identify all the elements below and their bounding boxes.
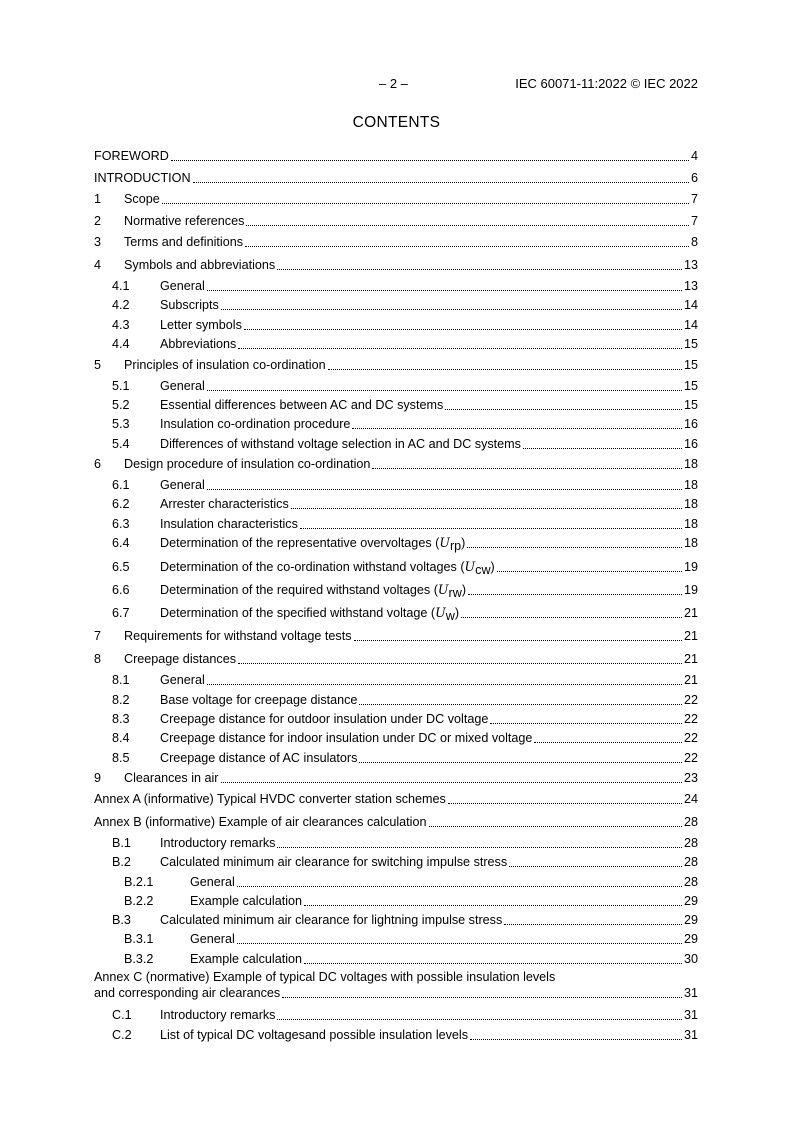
- dot-leader: [238, 348, 682, 349]
- toc-annex-heading: Annex C (normative) Example of typical DC voltages with possible insulation levels: [94, 970, 556, 984]
- toc-entry[interactable]: [94, 255, 698, 273]
- dot-leader: [468, 594, 682, 595]
- dot-leader: [246, 225, 689, 226]
- toc-entry[interactable]: [94, 557, 698, 575]
- toc-entry-title: Introductory remarks: [160, 836, 276, 850]
- toc-entry-number: 6.4: [112, 536, 130, 550]
- toc-entry[interactable]: [94, 1025, 698, 1043]
- toc-entry-title: Differences of withstand voltage selection in AC and DC systems: [160, 437, 521, 451]
- toc-entry[interactable]: [94, 891, 698, 909]
- toc-entry-number: 6.3: [112, 517, 130, 531]
- toc-entry-page: 21: [683, 606, 698, 620]
- toc-entry[interactable]: [94, 789, 698, 807]
- toc-entry-page: 8: [690, 235, 698, 249]
- dot-leader: [221, 782, 682, 783]
- toc-entry-page: 31: [683, 1008, 698, 1022]
- toc-entry-number: B.2.1: [124, 875, 154, 889]
- toc-entry-page: 28: [683, 855, 698, 869]
- toc-entry-title: Insulation characteristics: [160, 517, 298, 531]
- toc-entry-page: 21: [683, 652, 698, 666]
- toc-entry-title: Example calculation: [190, 894, 303, 908]
- toc-entry[interactable]: [94, 709, 698, 727]
- toc-entry-number: 4.1: [112, 279, 130, 293]
- dot-leader: [282, 997, 682, 998]
- toc-entry[interactable]: [94, 1005, 698, 1023]
- toc-entry-title: General: [190, 932, 235, 946]
- voltage-symbol: Ucw: [464, 559, 491, 577]
- toc-entry[interactable]: [94, 414, 698, 432]
- toc-entry-number: 5.4: [112, 437, 130, 451]
- toc-entry-page: 15: [683, 358, 698, 372]
- voltage-symbol-subscript: cw: [475, 563, 491, 577]
- dot-leader: [221, 309, 682, 310]
- toc-entry[interactable]: [94, 315, 698, 333]
- toc-entry-number: B.3: [112, 913, 131, 927]
- toc-entry[interactable]: [94, 355, 698, 373]
- toc-entry-title: Annex B (informative) Example of air clearances calculation: [94, 815, 427, 829]
- toc-entry[interactable]: [94, 434, 698, 452]
- toc-entry[interactable]: [94, 670, 698, 688]
- dot-leader: [352, 428, 682, 429]
- dot-leader: [277, 1019, 682, 1020]
- toc-entry-number: 9: [94, 771, 102, 785]
- toc-entry[interactable]: [94, 514, 698, 532]
- dot-leader: [490, 723, 682, 724]
- toc-entry-page: 6: [690, 171, 698, 185]
- voltage-symbol-subscript: rw: [448, 586, 462, 600]
- toc-entry-page: 29: [683, 913, 698, 927]
- dot-leader: [372, 468, 682, 469]
- toc-entry-page: 24: [683, 792, 698, 806]
- dot-leader: [328, 369, 682, 370]
- toc-entry-title: List of typical DC voltagesand possible insulation levels: [160, 1028, 469, 1042]
- dot-leader: [523, 448, 682, 449]
- dot-leader: [238, 663, 682, 664]
- dot-leader: [291, 508, 682, 509]
- toc-entry-number: 4.3: [112, 318, 130, 332]
- toc-entry-title: Principles of insulation co-ordination: [124, 358, 326, 372]
- toc-entry[interactable]: [94, 580, 698, 598]
- toc-entry-page: 13: [683, 258, 698, 272]
- toc-entry-title: Creepage distance for indoor insulation under DC or mixed voltage: [160, 731, 533, 745]
- toc-entry-title: General: [160, 673, 205, 687]
- dot-leader: [207, 290, 682, 291]
- dot-leader: [354, 640, 682, 641]
- toc-entry[interactable]: [94, 748, 698, 766]
- dot-leader: [509, 866, 682, 867]
- toc-entry-title: Insulation co-ordination procedure: [160, 417, 351, 431]
- toc-entry-title: General: [160, 379, 205, 393]
- toc-entry-page: 23: [683, 771, 698, 785]
- toc-entry-page: 29: [683, 932, 698, 946]
- dot-leader: [448, 803, 682, 804]
- toc-entry-title: Creepage distance for outdoor insulation under DC voltage: [160, 712, 489, 726]
- voltage-symbol: Urp: [439, 535, 462, 553]
- toc-entry-title: Determination of the required withstand voltages (Urw): [160, 582, 467, 600]
- toc-entry-page: 19: [683, 560, 698, 574]
- toc-entry-page: 16: [683, 417, 698, 431]
- toc-entry-number: 7: [94, 629, 102, 643]
- toc-entry-title: Example calculation: [190, 952, 303, 966]
- toc-entry[interactable]: [94, 833, 698, 851]
- toc-entry[interactable]: [94, 232, 698, 250]
- page-title: CONTENTS: [352, 114, 441, 131]
- toc-entry-page: 22: [683, 751, 698, 765]
- toc-entry-page: 14: [683, 298, 698, 312]
- toc-entry-number: 5.3: [112, 417, 130, 431]
- page-number: – 2 –: [379, 76, 408, 91]
- toc-entry-number: 8.2: [112, 693, 130, 707]
- toc-entry-number: 8.1: [112, 673, 130, 687]
- toc-entry[interactable]: [94, 983, 698, 1001]
- toc-entry[interactable]: [94, 603, 698, 621]
- toc-entry-number: B.2: [112, 855, 131, 869]
- toc-entry-title: General: [160, 279, 205, 293]
- toc-entry[interactable]: [94, 276, 698, 294]
- toc-entry[interactable]: [94, 168, 698, 186]
- toc-entry-title: Subscripts: [160, 298, 219, 312]
- toc-entry-page: 16: [683, 437, 698, 451]
- toc-entry-number: 4.2: [112, 298, 130, 312]
- standard-reference: IEC 60071-11:2022 © IEC 2022: [515, 76, 698, 91]
- toc-entry-page: 22: [683, 712, 698, 726]
- toc-entry-number: 5.1: [112, 379, 130, 393]
- toc-entry-title: Requirements for withstand voltage tests: [124, 629, 352, 643]
- dot-leader: [245, 246, 689, 247]
- toc-entry-number: 6.1: [112, 478, 130, 492]
- toc-entry-number: 5: [94, 358, 102, 372]
- toc-entry-title: INTRODUCTION: [94, 171, 191, 185]
- dot-leader: [193, 182, 689, 183]
- dot-leader: [277, 269, 682, 270]
- toc-entry-page: 21: [683, 629, 698, 643]
- toc-entry[interactable]: [94, 146, 698, 164]
- dot-leader: [429, 826, 682, 827]
- dot-leader: [162, 203, 689, 204]
- toc-entry-page: 18: [683, 457, 698, 471]
- toc-entry-title: Design procedure of insulation co-ordination: [124, 457, 371, 471]
- toc-entry-page: 28: [683, 875, 698, 889]
- toc-entry[interactable]: [94, 910, 698, 928]
- toc-entry-title: General: [160, 478, 205, 492]
- toc-entry[interactable]: [94, 949, 698, 967]
- toc-entry-number: B.3.1: [124, 932, 154, 946]
- toc-entry-page: 31: [683, 1028, 698, 1042]
- toc-entry-number: 4: [94, 258, 102, 272]
- toc-entry-number: 3: [94, 235, 102, 249]
- toc-entry-page: 18: [683, 536, 698, 550]
- dot-leader: [467, 547, 682, 548]
- toc-entry-page: 4: [690, 149, 698, 163]
- toc-entry-number: B.3.2: [124, 952, 154, 966]
- dot-leader: [237, 943, 682, 944]
- toc-entry-number: C.2: [112, 1028, 132, 1042]
- toc-entry[interactable]: [94, 812, 698, 830]
- toc-entry-page: 31: [683, 986, 698, 1000]
- toc-entry-title: Letter symbols: [160, 318, 242, 332]
- toc-entry-title: Creepage distance of AC insulators: [160, 751, 358, 765]
- toc-entry-title: Determination of the representative overvoltages (Urp): [160, 535, 466, 553]
- toc-entry-number: 4.4: [112, 337, 130, 351]
- toc-entry[interactable]: [94, 533, 698, 551]
- toc-entry-title: Scope: [124, 192, 160, 206]
- toc-entry-page: 13: [683, 279, 698, 293]
- toc-entry-title: Essential differences between AC and DC systems: [160, 398, 444, 412]
- toc-entry-number: 6: [94, 457, 102, 471]
- toc-entry-page: 18: [683, 497, 698, 511]
- toc-entry-number: 5.2: [112, 398, 130, 412]
- toc-entry-number: C.1: [112, 1008, 132, 1022]
- voltage-symbol-subscript: rp: [449, 539, 462, 553]
- toc-entry-title: and corresponding air clearances: [94, 986, 281, 1000]
- dot-leader: [300, 528, 682, 529]
- voltage-symbol-subscript: w: [445, 609, 455, 623]
- toc-entry[interactable]: [94, 690, 698, 708]
- dot-leader: [207, 489, 682, 490]
- toc-entry-number: 8.5: [112, 751, 130, 765]
- toc-entry-page: 14: [683, 318, 698, 332]
- voltage-symbol: Uw: [435, 605, 455, 623]
- toc-entry-number: 8.3: [112, 712, 130, 726]
- dot-leader: [445, 409, 682, 410]
- toc-entry-title: Symbols and abbreviations: [124, 258, 276, 272]
- toc-entry-number: 8: [94, 652, 102, 666]
- toc-entry-page: 29: [683, 894, 698, 908]
- toc-entry-title: Determination of the specified withstand voltage (Uw): [160, 605, 460, 623]
- toc-entry-page: 21: [683, 673, 698, 687]
- toc-entry-title: Normative references: [124, 214, 245, 228]
- toc-entry-title: Introductory remarks: [160, 1008, 276, 1022]
- toc-entry-page: 15: [683, 337, 698, 351]
- toc-entry-title: Creepage distances: [124, 652, 237, 666]
- voltage-symbol: Urw: [437, 582, 462, 600]
- toc-entry-title: Arrester characteristics: [160, 497, 289, 511]
- toc-entry[interactable]: [94, 852, 698, 870]
- toc-entry[interactable]: [94, 929, 698, 947]
- toc-entry-number: 6.6: [112, 583, 130, 597]
- toc-entry-number: B.1: [112, 836, 131, 850]
- toc-entry-page: 19: [683, 583, 698, 597]
- toc-entry[interactable]: [94, 376, 698, 394]
- dot-leader: [207, 390, 682, 391]
- toc-entry-title: Calculated minimum air clearance for switching impulse stress: [160, 855, 508, 869]
- dot-leader: [277, 847, 682, 848]
- toc-entry-number: B.2.2: [124, 894, 154, 908]
- toc-entry-number: 2: [94, 214, 102, 228]
- toc-entry[interactable]: [94, 454, 698, 472]
- toc-entry-page: 15: [683, 398, 698, 412]
- toc-entry[interactable]: [94, 189, 698, 207]
- toc-entry-number: 1: [94, 192, 102, 206]
- toc-entry-title: Determination of the co-ordination withstand voltages (Ucw): [160, 559, 495, 577]
- dot-leader: [470, 1039, 682, 1040]
- dot-leader: [304, 905, 682, 906]
- toc-entry[interactable]: [94, 295, 698, 313]
- toc-entry-title: FOREWORD: [94, 149, 169, 163]
- dot-leader: [244, 329, 682, 330]
- toc-entry-page: 18: [683, 517, 698, 531]
- toc-entry-title: Abbreviations: [160, 337, 237, 351]
- toc-entry-title: Calculated minimum air clearance for lightning impulse stress: [160, 913, 503, 927]
- toc-entry-number: 8.4: [112, 731, 130, 745]
- dot-leader: [359, 704, 682, 705]
- dot-leader: [504, 924, 682, 925]
- toc-entry-title: General: [190, 875, 235, 889]
- toc-entry-page: 7: [690, 214, 698, 228]
- dot-leader: [359, 762, 682, 763]
- toc-entry[interactable]: [94, 768, 698, 786]
- toc-entry-title: Annex A (informative) Typical HVDC converter station schemes: [94, 792, 446, 806]
- toc-entry-page: 15: [683, 379, 698, 393]
- dot-leader: [534, 742, 682, 743]
- dot-leader: [207, 684, 682, 685]
- toc-entry-number: 6.2: [112, 497, 130, 511]
- toc-entry-number: 6.7: [112, 606, 130, 620]
- toc-entry-page: 28: [683, 836, 698, 850]
- toc-entry-number: 6.5: [112, 560, 130, 574]
- dot-leader: [461, 617, 682, 618]
- toc-entry[interactable]: [94, 395, 698, 413]
- toc-entry[interactable]: [94, 211, 698, 229]
- toc-entry-title: Clearances in air: [124, 771, 219, 785]
- dot-leader: [304, 963, 682, 964]
- toc-entry[interactable]: [94, 649, 698, 667]
- toc-entry[interactable]: [94, 475, 698, 493]
- toc-entry-title: Terms and definitions: [124, 235, 244, 249]
- toc-entry-page: 28: [683, 815, 698, 829]
- toc-entry[interactable]: [94, 728, 698, 746]
- dot-leader: [237, 886, 682, 887]
- dot-leader: [497, 571, 682, 572]
- dot-leader: [171, 160, 689, 161]
- toc-entry[interactable]: [94, 494, 698, 512]
- toc-entry-page: 22: [683, 693, 698, 707]
- toc-entry-title: Base voltage for creepage distance: [160, 693, 358, 707]
- toc-entry-page: 22: [683, 731, 698, 745]
- toc-entry[interactable]: [94, 334, 698, 352]
- toc-entry-page: 7: [690, 192, 698, 206]
- toc-entry[interactable]: [94, 872, 698, 890]
- toc-entry[interactable]: [94, 626, 698, 644]
- toc-entry-page: 30: [683, 952, 698, 966]
- toc-entry-page: 18: [683, 478, 698, 492]
